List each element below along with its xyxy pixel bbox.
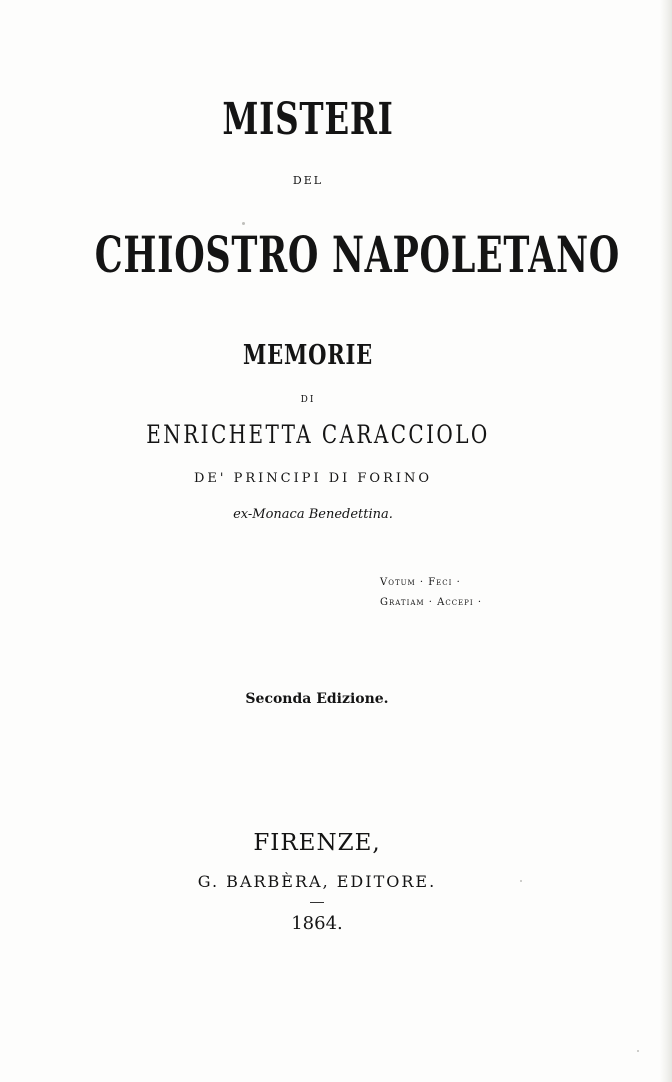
motto-line-2: Gratiam · Accepi ·	[380, 597, 482, 608]
page-edge	[660, 0, 672, 1082]
imprint-city: FIRENZE,	[253, 830, 381, 856]
imprint-divider	[310, 902, 324, 903]
author-lineage: DE' PRINCIPI DI FORINO	[193, 471, 433, 486]
title-connector: DEL	[292, 174, 324, 187]
edition-label: Seconda Edizione.	[245, 691, 389, 707]
author-name: ENRICHETTA CARACCIOLO	[146, 420, 490, 449]
main-title: MISTERI	[222, 94, 394, 145]
subtitle: CHIOSTRO NAPOLETANO	[94, 225, 620, 284]
motto-line-1: Votum · Feci ·	[380, 577, 461, 588]
paper-speck	[242, 222, 245, 225]
by-connector: DI	[300, 395, 316, 405]
imprint-publisher: G. BARBÈRA, EDITORE.	[197, 872, 437, 891]
work-type: MEMORIE	[243, 340, 373, 371]
imprint-year: 1864.	[291, 913, 343, 934]
paper-speck	[520, 880, 522, 882]
paper-speck	[637, 1050, 639, 1052]
author-role: ex-Monaca Benedettina.	[233, 507, 393, 522]
